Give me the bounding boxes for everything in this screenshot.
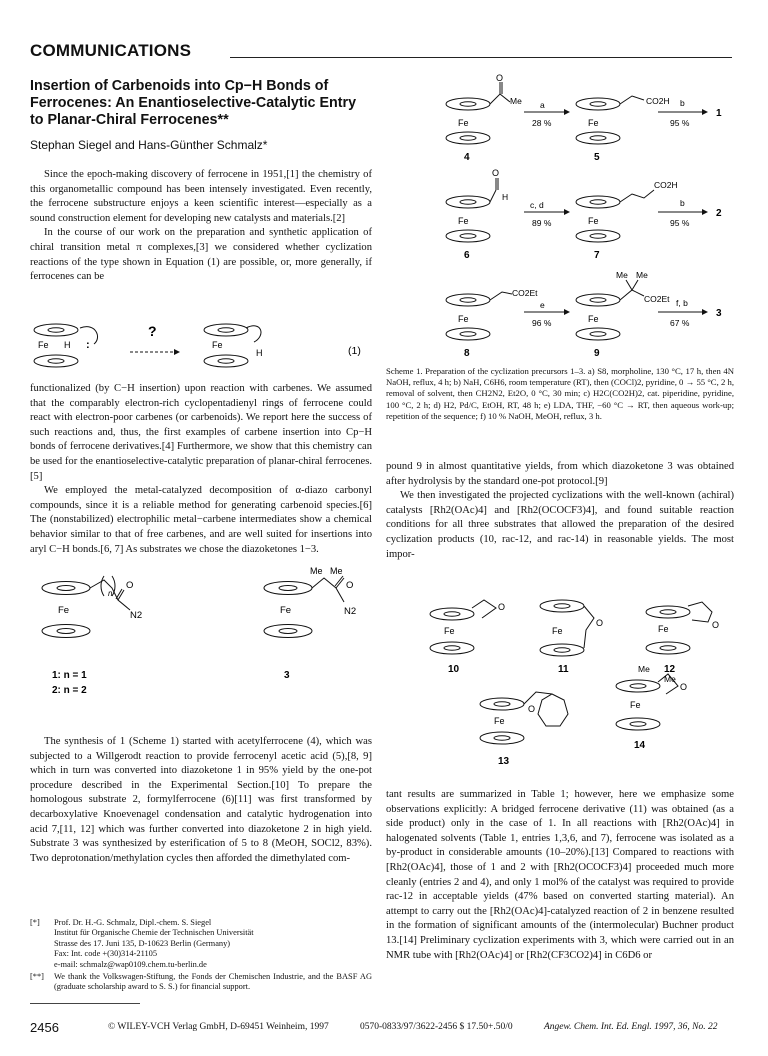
article-authors: Stephan Siegel and Hans-Günther Schmalz* (30, 138, 268, 152)
paragraph: functionalized (by C−H insertion) upon reaction with carbenes. We assumed that the comparably electron-rich cyclopentadienyl rings of ferrocene could react with electron-poor carbenes (or carbenoids). We report here the success of such reactions and, thus, the first examples of carbene insertion into Cp−H bonds of ferrocene derivatives.[4] Furthermore, we show that this chemistry can be used for the enantioselective-catalytic preparation of planar-chiral ferrocenes.[5] (30, 383, 372, 482)
svg-text:95 %: 95 % (670, 118, 690, 128)
svg-text:Fe: Fe (458, 118, 469, 128)
svg-text:Fe: Fe (588, 314, 599, 324)
svg-text:6: 6 (464, 250, 470, 261)
svg-text:O: O (498, 602, 506, 612)
svg-text:Me: Me (636, 270, 648, 280)
svg-text:CO2Et: CO2Et (512, 288, 538, 298)
svg-text:Fe: Fe (58, 605, 70, 616)
label-12: 12 (664, 664, 676, 675)
label-11: 11 (558, 664, 569, 675)
svg-text:O: O (126, 580, 134, 591)
svg-text:f, b: f, b (676, 298, 688, 308)
svg-text:O: O (496, 74, 504, 83)
svg-text:Me: Me (310, 566, 323, 576)
publisher-line: © WILEY-VCH Verlag GmbH, D-69451 Weinheim, 1997 (108, 1022, 329, 1032)
right-text-top (386, 460, 734, 562)
paragraph: Since the epoch-making discovery of ferrocene in 1951,[1] the chemistry of this organometallic compound has been intensely investigated. Even recently, the ferrocene substructure enjoys a keen scientific interest—especially as a sound construction element for developing new catalysts and materials.[2] (30, 169, 372, 224)
svg-text:N2: N2 (130, 610, 143, 621)
products-figure (412, 586, 732, 786)
scheme-caption: Scheme 1. Preparation of the cyclization precursors 1–3. a) S8, morpholine, 130 °C, 17 h, then 4N NaOH, reflux, 4 h; b) NaH, C6H6, room temperature (RT), then (COCl)2, pyridine, 0 → 55 °C, 2 h, removal of solvent, then CH2N2, Et2O, 0 °C, 30 min; c) H2C(CO2H)2, cat. piperidine, pyridine, 100 °C, 2 h; d) H2, Pd/C, EtOH, RT, 48 h; e) LDA, THF, −60 °C → RT, then aqueous work-up; repetition of the sequence; f) 10 % NaOH, MeOH, reflux, 3 h. (386, 366, 734, 421)
svg-text:CO2H: CO2H (646, 96, 670, 106)
left-text-bottom (30, 735, 372, 866)
svg-text:3: 3 (716, 308, 722, 319)
svg-text:Me: Me (330, 566, 343, 576)
svg-text:89 %: 89 % (532, 218, 552, 228)
svg-text:O: O (528, 704, 536, 714)
article-title: Insertion of Carbenoids into Cp−H Bonds of Ferrocenes: An Enantioselective-Catalytic Entry to Planar-Chiral Ferrocenes** (30, 78, 357, 128)
svg-text:Fe: Fe (552, 626, 563, 636)
right-text-bottom (386, 788, 734, 963)
label-1: 1: n = 1 (52, 670, 87, 681)
svg-text:a: a (540, 100, 545, 110)
left-text-top (30, 168, 372, 285)
svg-text:Fe: Fe (280, 605, 292, 616)
svg-text:e: e (540, 300, 545, 310)
paragraph: We employed the metal-catalyzed decomposition of α-diazo carbonyl compounds, since it is a reliable method for generating carbenoid species.[6] The (nonstabilized) electrophilic metal−carbene intermediates show a chemical behavior similar to that of free carbenes, and are well suited for insertions into aryl C−H bonds.[6, 7] As substrates we chose the diazoketones 1−3. (30, 485, 372, 555)
svg-text:O: O (596, 618, 604, 628)
svg-text:Fe: Fe (630, 700, 641, 710)
article-code: 0570-0833/97/3622-2456 $ 17.50+.50/0 (360, 1022, 513, 1032)
footnote-1: [*] Prof. Dr. H.-G. Schmalz, Dipl.-chem. S. Siegel Institut für Organische Chemie der Technischen Universität Strasse des 17. Juni 135, D-10623 Berlin (Germany) Fax: Int. code +(30)314-21105 e-mail: schmalz@wap0109.chem.tu-berlin.de (30, 918, 254, 969)
svg-text:67 %: 67 % (670, 318, 690, 328)
svg-text:b: b (680, 98, 685, 108)
equation-number: (1) (348, 345, 361, 357)
svg-text:8: 8 (464, 348, 470, 359)
svg-text:28 %: 28 % (532, 118, 552, 128)
svg-text:CO2H: CO2H (654, 180, 678, 190)
svg-text:2: 2 (716, 208, 722, 219)
svg-text:9: 9 (594, 348, 600, 359)
footnote-2: [**] We thank the Volkswagen-Stiftung, the Fonds der Chemischen Industrie, and the BASF AG (graduate scholarship award to S. S.) for financial support. (30, 972, 372, 992)
svg-text:Fe: Fe (658, 624, 669, 634)
svg-text:96 %: 96 % (532, 318, 552, 328)
fe-label: Fe (38, 340, 49, 350)
svg-text:Fe: Fe (212, 340, 223, 350)
label-3: 3 (284, 670, 290, 681)
svg-text:c, d: c, d (530, 200, 544, 210)
svg-text:Me: Me (638, 664, 650, 674)
svg-text:O: O (346, 580, 354, 591)
svg-text:O: O (680, 682, 688, 692)
h-label: H (64, 340, 71, 350)
svg-text:95 %: 95 % (670, 218, 690, 228)
diazoketones-figure (30, 566, 372, 716)
svg-text:4: 4 (464, 152, 470, 163)
svg-text:Fe: Fe (588, 118, 599, 128)
paragraph: tant results are summarized in Table 1; however, here we emphasize some observations explicitly: A bridged ferrocene derivative (11) was obtained (as a side product) only in the case of 1. In all reactions with [Rh2(OAc)4] in halogenated solvents (Table 1, entries 1,3,6, and 7), ferrocene was isolated as a by-product in considerable amounts (10–20%).[13] Compared to reactions with [Rh2(OAc)4], those of 1 and 2 with [Rh2(OCOCF3)4] proceeded much more cleanly (entries 2 and 4), and only 1 mol% of the catalyst was required to provide rac-12 in acceptable yields (47% based on converted starting material). An attempt to carry out the [Rh2(OAc)4]-catalyzed reaction of 2 in benzene resulted in the formation of significant amounts of the (intermolecular) Buchner product 13.[14] Preliminary cyclization experiments with 3, which were carried out in an NMR tube with [Rh2(OAc)4] or [Rh2(CF3CO2)4] in C6D6 or (386, 789, 734, 961)
page-number: 2456 (30, 1020, 59, 1035)
label-14: 14 (634, 740, 646, 751)
svg-text:CO2Et: CO2Et (644, 294, 670, 304)
paragraph: The synthesis of 1 (Scheme 1) started with acetylferrocene (4), which was subjected to a Willgerodt reaction to provide ferrocenyl acetic acid (5),[8, 9] which in turn was converted into diazoketone 1 in 95% yield by the one-pot procedure described in the Experimental Section.[10] To prepare the homologous substrate 2, formylferrocene (6)[11] was first transformed by decarboxylative Knoevenagel condensation and catalytic hydrogenation into acid 7,[11, 12] which was further converted into diazoketone 2 in high yield. Substrate 3 was synthesized by esterification of 5 to 8 (MeOH, SOCl2, 83%). Two deprotonation/methylation cycles then afforded the dimethylated com- (30, 736, 372, 864)
footnote-rule (30, 1003, 140, 1004)
left-text-mid (30, 382, 372, 557)
paragraph: pound 9 in almost quantitative yields, from which diazoketone 3 was obtained after hydrolysis by the standard one-pot protocol.[9] (386, 461, 734, 487)
label-10: 10 (448, 664, 460, 675)
svg-text:Me: Me (616, 270, 628, 280)
svg-text:Me: Me (510, 96, 522, 106)
svg-text:5: 5 (594, 152, 600, 163)
svg-text:O: O (492, 168, 500, 178)
paragraph: In the course of our work on the preparation and synthetic application of chiral transition metal π complexes,[3] we considered whether cyclization reactions of the type shown in Equation (1) are possible, or, more generally, if ferrocenes can be (30, 227, 372, 283)
svg-text:Fe: Fe (458, 216, 469, 226)
svg-text:N2: N2 (344, 606, 357, 617)
svg-text:1: 1 (716, 108, 722, 119)
svg-text:O: O (712, 620, 720, 630)
header-rule (230, 57, 732, 58)
svg-text:Fe: Fe (444, 626, 455, 636)
label-13: 13 (498, 756, 510, 767)
svg-text:H: H (256, 348, 263, 358)
article-header (30, 78, 372, 153)
question-mark: ? (148, 323, 157, 339)
svg-text:Fe: Fe (494, 716, 505, 726)
section-heading: COMMUNICATIONS (30, 41, 192, 60)
svg-text:Fe: Fe (458, 314, 469, 324)
svg-text:H: H (502, 192, 509, 202)
footnotes (30, 918, 372, 993)
svg-text:n: n (108, 589, 113, 598)
equation-1 (30, 318, 372, 372)
svg-text:Me: Me (664, 674, 676, 684)
label-2: 2: n = 2 (52, 685, 87, 696)
paragraph: We then investigated the projected cyclizations with the well-known (achiral) catalysts [Rh2(OAc)4] and [Rh2(OCOCF3)4], and found suitable reaction conditions for all three substrates that allowed the preparation of the desired cyclization products (10, rac-12, and rac-14) in reasonable yields. The most impor- (386, 490, 734, 560)
svg-text:7: 7 (594, 250, 600, 261)
svg-text:Fe: Fe (588, 216, 599, 226)
journal-citation: Angew. Chem. Int. Ed. Engl. 1997, 36, No. 22 (544, 1022, 718, 1032)
svg-text::: : (86, 339, 90, 351)
scheme-1 (440, 74, 740, 364)
svg-text:b: b (680, 198, 685, 208)
